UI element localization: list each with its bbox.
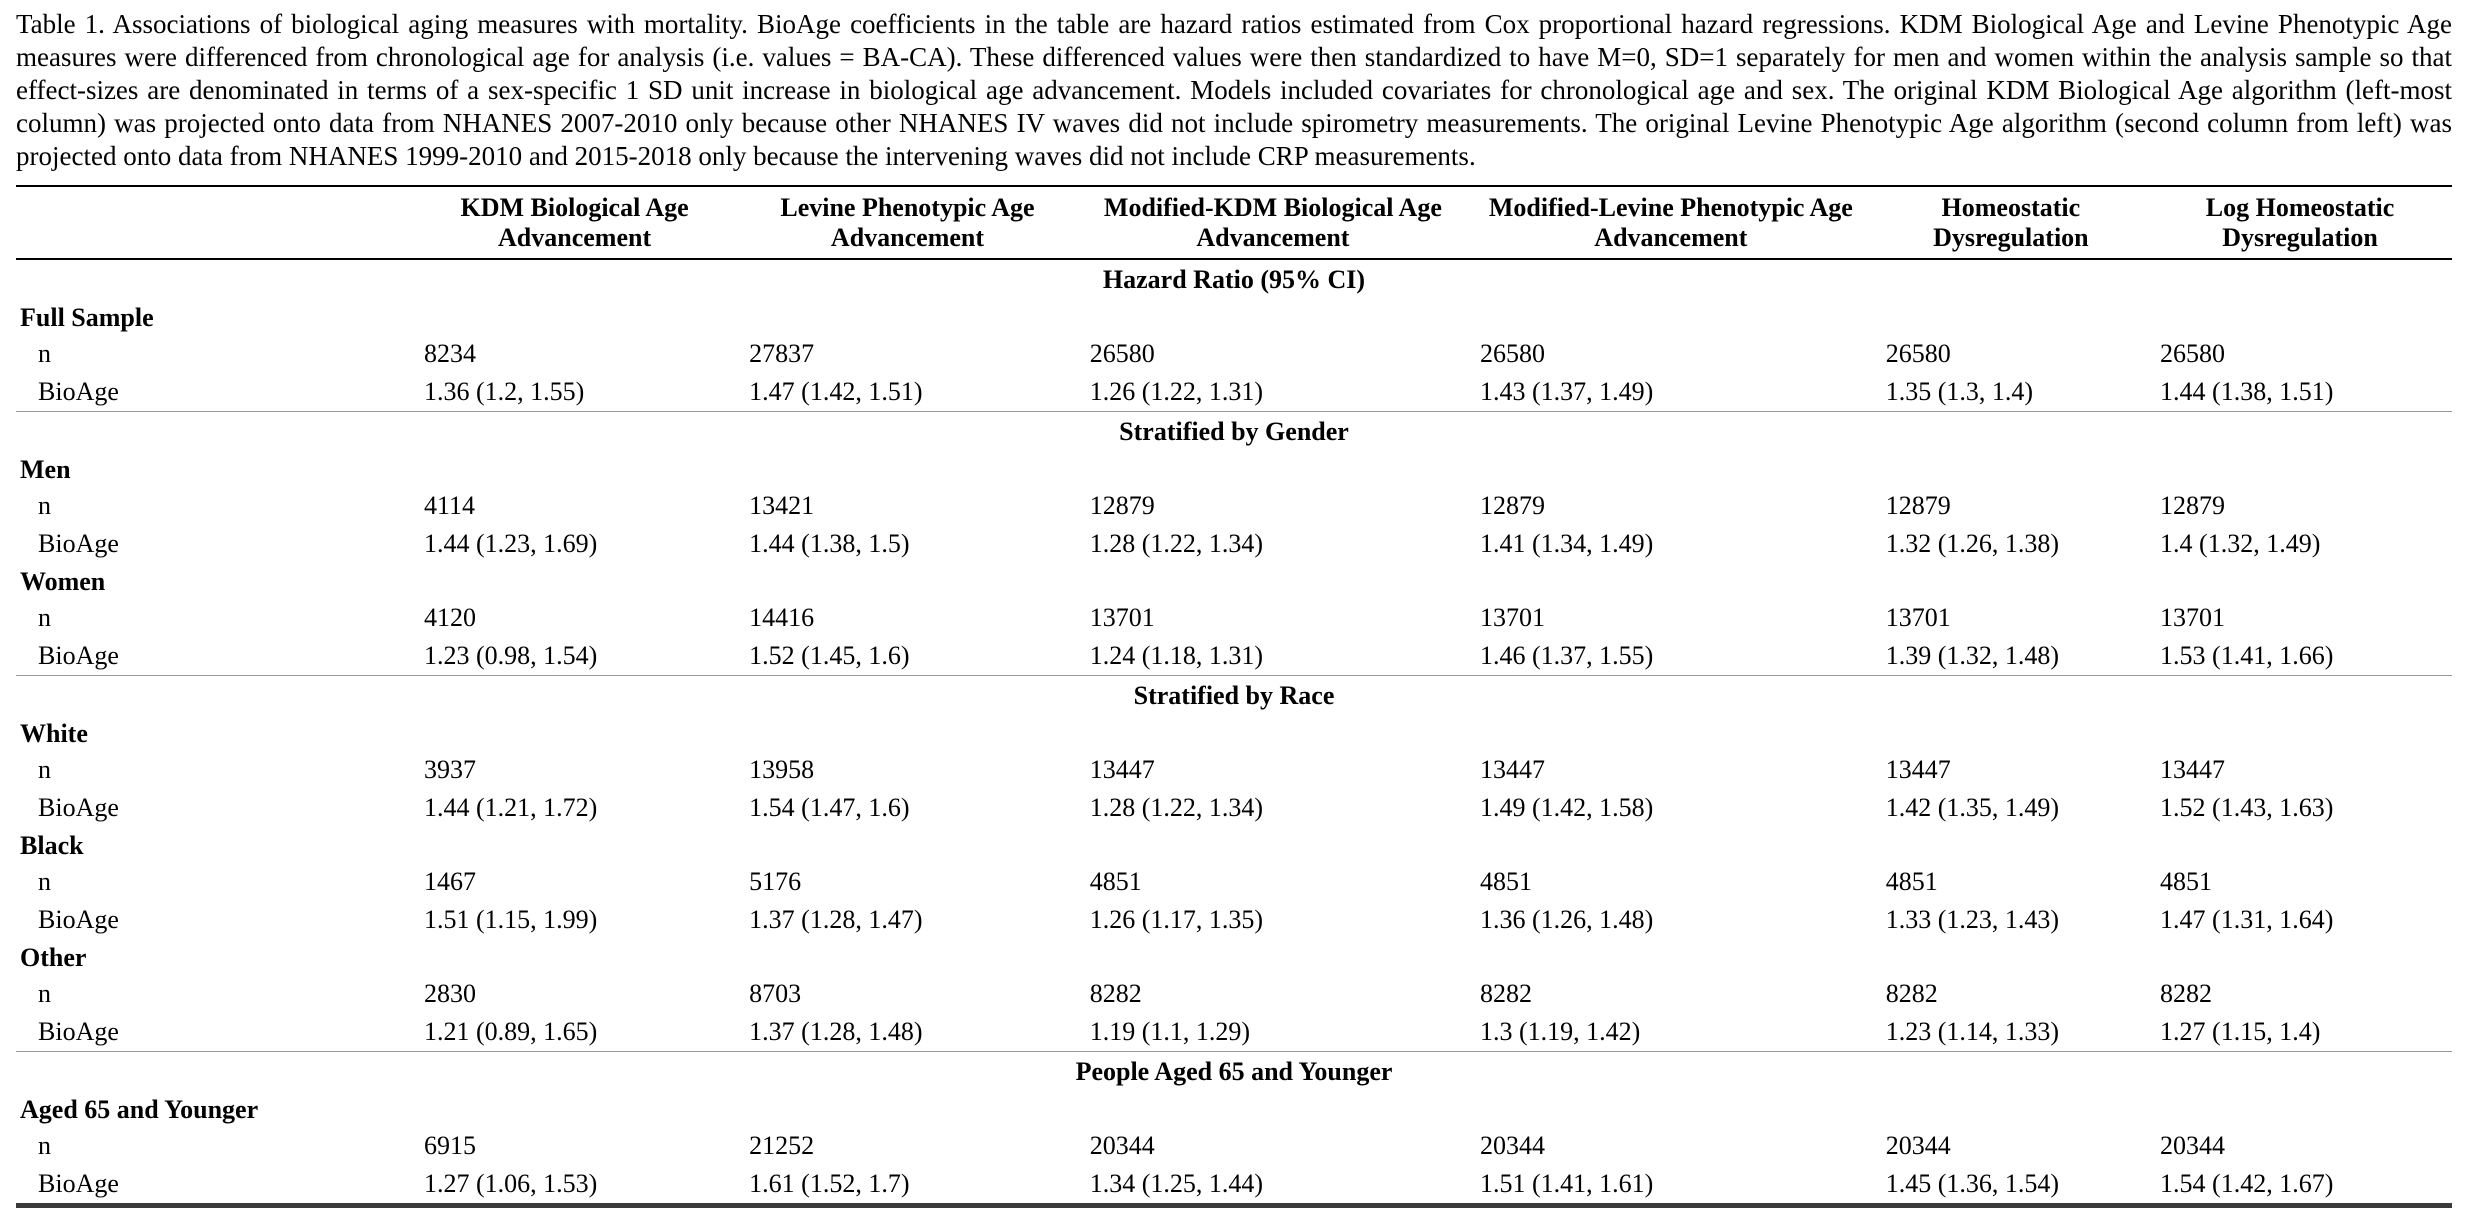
value-cell: 1.33 (1.23, 1.43) <box>1885 905 2060 935</box>
value-cell: 1.35 (1.3, 1.4) <box>1885 377 2034 407</box>
row-label: n <box>38 603 51 633</box>
value-cell: 8282 <box>1885 979 1938 1009</box>
row-label: n <box>38 755 51 785</box>
value-cell: 2830 <box>424 979 476 1009</box>
column-header-modified-kdm: Modified-KDM Biological Age Advancement <box>1078 186 1468 260</box>
value-cell: 1.28 (1.22, 1.34) <box>1089 793 1264 823</box>
value-cell: 1.4 (1.32, 1.49) <box>2160 529 2321 559</box>
value-cell: 1.27 (1.15, 1.4) <box>2160 1017 2321 1047</box>
value-cell: 1.52 (1.45, 1.6) <box>749 641 910 671</box>
value-cell: 1.36 (1.26, 1.48) <box>1480 905 1654 935</box>
value-cell: 1467 <box>424 867 476 897</box>
value-cell: 13958 <box>749 755 815 785</box>
value-cell: 4851 <box>2160 867 2213 897</box>
value-cell: 1.39 (1.32, 1.48) <box>1885 641 2060 671</box>
row-label: BioAge <box>38 377 119 407</box>
value-cell: 1.44 (1.38, 1.51) <box>2160 377 2334 407</box>
value-cell: 26580 <box>1885 339 1951 369</box>
column-header-kdm: KDM Biological Age Advancement <box>412 186 737 260</box>
row-label: n <box>38 979 51 1009</box>
value-cell: 13701 <box>1885 603 1951 633</box>
value-cell: 12879 <box>1089 491 1155 521</box>
value-cell: 27837 <box>749 339 815 369</box>
table-row <box>16 335 2452 373</box>
value-cell: 1.41 (1.34, 1.49) <box>1480 529 1654 559</box>
value-cell: 8282 <box>2160 979 2213 1009</box>
group-label: Black <box>20 831 84 861</box>
group-row <box>16 827 2452 863</box>
value-cell: 1.44 (1.38, 1.5) <box>749 529 910 559</box>
row-label: BioAge <box>38 641 119 671</box>
section-row <box>16 412 2452 452</box>
value-cell: 4114 <box>424 491 476 521</box>
value-cell: 1.53 (1.41, 1.66) <box>2160 641 2334 671</box>
group-row <box>16 939 2452 975</box>
value-cell: 1.43 (1.37, 1.49) <box>1480 377 1654 407</box>
value-cell: 1.37 (1.28, 1.47) <box>749 905 923 935</box>
value-cell: 1.19 (1.1, 1.29) <box>1089 1017 1251 1047</box>
row-label: n <box>38 339 51 369</box>
value-cell: 4851 <box>1480 867 1533 897</box>
value-cell: 1.49 (1.42, 1.58) <box>1480 793 1654 823</box>
value-cell: 26580 <box>1480 339 1546 369</box>
value-cell: 1.44 (1.23, 1.69) <box>424 529 598 559</box>
value-cell: 20344 <box>1480 1131 1546 1161</box>
value-cell: 1.42 (1.35, 1.49) <box>1885 793 2060 823</box>
table-row <box>16 1127 2452 1165</box>
value-cell: 1.51 (1.41, 1.61) <box>1480 1169 1654 1199</box>
value-cell: 14416 <box>749 603 815 633</box>
group-label: Women <box>20 567 106 597</box>
value-cell: 1.34 (1.25, 1.44) <box>1089 1169 1264 1199</box>
table-row <box>16 525 2452 563</box>
value-cell: 3937 <box>424 755 476 785</box>
value-cell: 13421 <box>749 491 815 521</box>
section-row <box>16 1052 2452 1092</box>
value-cell: 5176 <box>749 867 802 897</box>
table-row <box>16 751 2452 789</box>
value-cell: 1.23 (1.14, 1.33) <box>1885 1017 2060 1047</box>
value-cell: 1.54 (1.47, 1.6) <box>749 793 910 823</box>
value-cell: 1.26 (1.22, 1.31) <box>1089 377 1264 407</box>
table-row <box>16 599 2452 637</box>
table-row <box>16 637 2452 676</box>
section-title: Stratified by Race <box>16 676 2452 716</box>
value-cell: 1.61 (1.52, 1.7) <box>749 1169 910 1199</box>
value-cell: 20344 <box>2160 1131 2226 1161</box>
value-cell: 8282 <box>1480 979 1533 1009</box>
value-cell: 26580 <box>2160 339 2226 369</box>
value-cell: 1.47 (1.31, 1.64) <box>2160 905 2334 935</box>
value-cell: 1.28 (1.22, 1.34) <box>1089 529 1264 559</box>
value-cell: 1.26 (1.17, 1.35) <box>1089 905 1264 935</box>
value-cell: 1.3 (1.19, 1.42) <box>1480 1017 1641 1047</box>
value-cell: 20344 <box>1089 1131 1155 1161</box>
table-row <box>16 975 2452 1013</box>
value-cell: 6915 <box>424 1131 476 1161</box>
value-cell: 21252 <box>749 1131 815 1161</box>
value-cell: 1.54 (1.42, 1.67) <box>2160 1169 2334 1199</box>
value-cell: 1.47 (1.42, 1.51) <box>749 377 923 407</box>
value-cell: 1.51 (1.15, 1.99) <box>424 905 598 935</box>
table-row <box>16 487 2452 525</box>
value-cell: 8703 <box>749 979 802 1009</box>
value-cell: 1.23 (0.98, 1.54) <box>424 641 598 671</box>
value-cell: 8234 <box>424 339 476 369</box>
value-cell: 1.21 (0.89, 1.65) <box>424 1017 598 1047</box>
section-row <box>16 676 2452 716</box>
table-row <box>16 373 2452 412</box>
value-cell: 13447 <box>1480 755 1546 785</box>
table-row <box>16 1013 2452 1052</box>
group-label: Aged 65 and Younger <box>20 1095 259 1125</box>
column-header-levine: Levine Phenotypic Age Advancement <box>737 186 1078 260</box>
value-cell: 12879 <box>2160 491 2226 521</box>
value-cell: 1.32 (1.26, 1.38) <box>1885 529 2060 559</box>
table-header <box>16 186 2452 260</box>
results-table <box>16 185 2452 1208</box>
value-cell: 8282 <box>1089 979 1142 1009</box>
table-row <box>16 789 2452 827</box>
header-row <box>16 186 2452 260</box>
group-row <box>16 1091 2452 1127</box>
group-row <box>16 563 2452 599</box>
value-cell: 12879 <box>1480 491 1546 521</box>
row-label: BioAge <box>38 529 119 559</box>
table-caption: Table 1. Associations of biological aging measures with mortality. BioAge coefficients in the table are hazard ratios estimated from Cox proportional hazard regressions. KDM Biological Age and Levine Phenotypic Age measures were differenced from chronological age for analysis (i.e. values = BA-CA). These differenced values were then standardized to have M=0, SD=1 separately for men and women within the analysis sample so that effect-sizes are denominated in terms of a sex-specific 1 SD unit increase in biological age advancement. Models included covariates for chronological age and sex. The original KDM Biological Age algorithm (left-most column) was projected onto data from NHANES 2007-2010 only because other NHANES IV waves did not include spirometry measurements. The original Levine Phenotypic Age algorithm (second column from left) was projected onto data from NHANES 1999-2010 and 2015-2018 only because the intervening waves did not include CRP measurements. <box>16 9 2452 171</box>
table-row <box>16 901 2452 939</box>
value-cell: 1.27 (1.06, 1.53) <box>424 1169 598 1199</box>
table-row <box>16 1165 2452 1206</box>
group-label: Men <box>20 455 71 485</box>
group-row <box>16 451 2452 487</box>
value-cell: 1.46 (1.37, 1.55) <box>1480 641 1654 671</box>
group-label: Full Sample <box>20 303 154 333</box>
corner-cell <box>16 186 412 260</box>
section-row <box>16 259 2452 299</box>
column-header-log-homeostatic: Log Homeostatic Dysregulation <box>2148 186 2452 260</box>
value-cell: 1.36 (1.2, 1.55) <box>424 377 585 407</box>
value-cell: 13447 <box>2160 755 2226 785</box>
row-label: BioAge <box>38 1017 119 1047</box>
value-cell: 13701 <box>2160 603 2226 633</box>
table-body <box>16 259 2452 1206</box>
row-label: n <box>38 1131 51 1161</box>
value-cell: 1.52 (1.43, 1.63) <box>2160 793 2334 823</box>
section-title: Hazard Ratio (95% CI) <box>1102 265 1366 295</box>
group-label: White <box>20 719 88 749</box>
value-cell: 1.37 (1.28, 1.48) <box>749 1017 923 1047</box>
row-label: BioAge <box>38 793 119 823</box>
value-cell: 4851 <box>1885 867 1938 897</box>
value-cell: 13701 <box>1089 603 1155 633</box>
group-label: Other <box>20 943 87 973</box>
group-row <box>16 715 2452 751</box>
column-header-homeostatic: Homeostatic Dysregulation <box>1874 186 2148 260</box>
value-cell: 4851 <box>1089 867 1142 897</box>
value-cell: 13447 <box>1089 755 1155 785</box>
row-label: n <box>38 867 51 897</box>
value-cell: 26580 <box>1089 339 1155 369</box>
value-cell: 20344 <box>1885 1131 1951 1161</box>
value-cell: 12879 <box>1885 491 1951 521</box>
value-cell: 4120 <box>424 603 476 633</box>
section-title: Stratified by Gender <box>16 412 2452 452</box>
value-cell: 1.45 (1.36, 1.54) <box>1885 1169 2060 1199</box>
value-cell: 1.24 (1.18, 1.31) <box>1089 641 1264 671</box>
value-cell: 1.44 (1.21, 1.72) <box>424 793 598 823</box>
column-header-modified-levine: Modified-Levine Phenotypic Age Advancement <box>1468 186 1874 260</box>
value-cell: 13447 <box>1885 755 1951 785</box>
value-cell: 13701 <box>1480 603 1546 633</box>
row-label: n <box>38 491 51 521</box>
section-title: People Aged 65 and Younger <box>16 1052 2452 1092</box>
row-label: BioAge <box>38 905 119 935</box>
row-label: BioAge <box>38 1169 119 1199</box>
group-row <box>16 299 2452 335</box>
table-row <box>16 863 2452 901</box>
